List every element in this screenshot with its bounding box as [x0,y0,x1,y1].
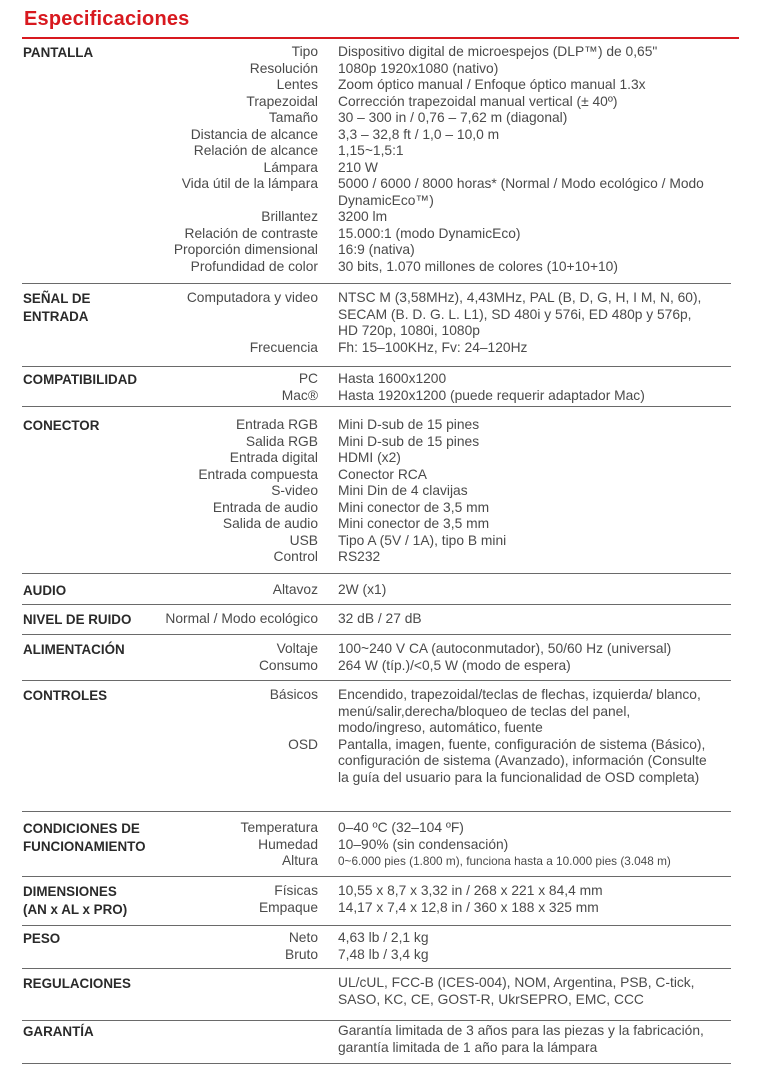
spec-label: Frecuencia [249,339,318,355]
spec-label: Computadora y video [186,290,318,305]
spec-row [22,417,731,434]
spec-row [22,160,731,177]
section-category: CONTROLES [23,688,108,703]
spec-row [22,516,731,533]
spec-value: 10,55 x 8,7 x 3,32 in / 268 x 221 x 84,4 mm [338,883,603,898]
spec-row [22,930,731,947]
spec-value: 0–40 ºC (32–104 ºF) [338,820,464,835]
spec-label: Relación de contraste [184,225,318,241]
page-title: Especificaciones [24,8,190,30]
spec-value: Mini Din de 4 clavijas [338,483,468,498]
section-category: SEÑAL DE ENTRADA [23,291,91,324]
spec-label: Entrada digital [229,450,318,465]
section-category: PANTALLA [23,45,94,60]
spec-label: Bruto [285,946,318,962]
spec-value: Mini conector de 3,5 mm [338,516,490,531]
spec-row [22,687,731,737]
spec-row [22,127,731,144]
spec-row [22,242,731,259]
spec-row [22,450,731,467]
spec-row [22,94,731,111]
spec-section [22,417,731,574]
spec-row [22,467,731,484]
spec-label: USB [289,532,318,548]
spec-value: UL/cUL, FCC-B (ICES-004), NOM, Argentina, PSB, C-tick, SASO, KC, CE, GOST-R, UkrSEPRO, EMC, CCC [338,975,695,1007]
spec-value: 15.000:1 (modo DynamicEco) [338,225,521,241]
section-divider [22,573,731,574]
spec-row [22,371,731,388]
spec-label: OSD [288,736,318,752]
spec-value: 7,48 lb / 3,4 kg [338,946,429,962]
spec-label: Entrada RGB [235,417,318,432]
spec-label: Consumo [258,657,318,673]
section-divider [22,680,731,681]
spec-section [22,930,731,969]
spec-value: 2W (x1) [338,582,387,597]
spec-row [22,483,731,500]
spec-value: RS232 [338,549,381,564]
spec-label: Entrada compuesta [198,466,318,482]
spec-value: Dispositivo digital de microespejos (DLP™) de 0,65" [338,44,658,59]
spec-row [22,641,731,658]
spec-value: Zoom óptico manual / Enfoque óptico manual 1.3x [338,77,646,92]
spec-value: Mini conector de 3,5 mm [338,499,490,515]
spec-row [22,853,731,870]
section-category: CONECTOR [23,418,100,433]
section-divider [22,366,731,367]
spec-label: Profundidad de color [190,258,318,274]
spec-label: Mac® [281,387,318,403]
spec-value: 14,17 x 7,4 x 12,8 in / 360 x 188 x 325 mm [338,899,599,915]
spec-row [22,737,731,787]
section-divider [22,925,731,926]
spec-label: Salida de audio [222,516,318,531]
spec-label: Altavoz [272,582,318,597]
spec-value: Conector RCA [338,466,427,482]
section-category: REGULACIONES [23,976,131,991]
spec-value: 3200 lm [338,209,388,224]
spec-value: 10–90% (sin condensación) [338,836,509,852]
spec-value: 5000 / 6000 / 8000 horas* (Normal / Modo ecológico / Modo DynamicEco™) [338,176,704,208]
spec-row [22,900,731,917]
spec-label: PC [298,371,318,386]
spec-label: Básicos [269,687,318,702]
spec-value: 264 W (típ.)/<0,5 W (modo de espera) [338,657,571,673]
spec-section [22,975,731,1021]
spec-section [22,371,731,407]
section-divider [22,604,731,605]
spec-row [22,611,731,628]
spec-label: Entrada de audio [212,499,318,515]
spec-label: Tipo [291,44,318,59]
spec-row [22,44,731,61]
spec-row [22,500,731,517]
spec-row [22,340,731,357]
spec-label: Lentes [276,77,318,92]
spec-value: Corrección trapezoidal manual vertical (± 40º) [338,93,618,109]
spec-label: Resolución [249,60,318,76]
spec-row [22,259,731,276]
spec-label: Trapezoidal [246,93,318,109]
section-divider [22,1063,731,1064]
spec-value: 1080p 1920x1080 (nativo) [338,60,499,76]
spec-row [22,549,731,566]
spec-value: Garantía limitada de 3 años para las piezas y la fabricación, garantía limitada de 1 año para la lámpara [338,1023,704,1055]
spec-row [22,77,731,94]
section-divider [22,1020,731,1021]
spec-row [22,947,731,964]
spec-label: Neto [288,930,318,945]
title-divider [22,37,739,39]
section-divider [22,634,731,635]
spec-value: Fh: 15–100KHz, Fv: 24–120Hz [338,339,528,355]
section-category: CONDICIONES DE FUNCIONAMIENTO [23,821,146,854]
spec-value: 0~6.000 pies (1.800 m), funciona hasta a 10.000 pies (3.048 m) [338,854,671,868]
spec-value: 100~240 V CA (autoconmutador), 50/60 Hz (universal) [338,641,672,656]
spec-label: Lámpara [263,159,318,175]
spec-value: 30 – 300 in / 0,76 – 7,62 m (diagonal) [338,110,568,125]
section-category: COMPATIBILIDAD [23,372,138,387]
spec-value: 4,63 lb / 2,1 kg [338,930,429,945]
spec-row [22,533,731,550]
spec-label: Brillantez [261,209,318,224]
spec-value: 210 W [338,159,378,175]
spec-section [22,687,731,812]
section-divider [22,968,731,969]
spec-row [22,582,731,599]
spec-label: Relación de alcance [193,143,318,158]
section-category: AUDIO [23,583,67,598]
spec-label: Salida RGB [245,433,318,449]
section-category: GARANTÍA [23,1024,94,1039]
spec-label: S-video [271,483,318,498]
spec-value: 1,15~1,5:1 [338,143,404,158]
spec-value: 16:9 (nativa) [338,242,415,257]
spec-section [22,641,731,681]
section-divider [22,876,731,877]
spec-section [22,820,731,877]
spec-row [22,434,731,451]
spec-value: Mini D-sub de 15 pines [338,417,480,432]
section-category: DIMENSIONES (AN x AL x PRO) [23,884,128,917]
spec-row [22,226,731,243]
section-divider [22,406,731,407]
section-divider [22,811,731,812]
spec-row [22,1023,731,1056]
spec-row [22,143,731,160]
spec-row [22,837,731,854]
spec-value: Hasta 1920x1200 (puede requerir adaptador Mac) [338,387,645,403]
spec-section [22,611,731,635]
section-category: ALIMENTACIÓN [23,642,125,657]
spec-row [22,883,731,900]
spec-section [22,883,731,926]
spec-label: Voltaje [276,641,318,656]
spec-section [22,1023,731,1064]
spec-row [22,658,731,675]
spec-row [22,975,731,1008]
spec-value: 32 dB / 27 dB [338,611,422,626]
spec-value: HDMI (x2) [338,450,401,465]
spec-value: Pantalla, imagen, fuente, configuración de sistema (Básico), configuración de sistema (Avanzado), información (Consulte la guía del usuario para la funcionalidad de OSD completa) [338,736,707,785]
spec-row [22,110,731,127]
spec-label: Normal / Modo ecológico [165,611,318,626]
section-category: PESO [23,931,61,946]
spec-section [22,44,731,284]
spec-row [22,176,731,209]
spec-value: 3,3 – 32,8 ft / 1,0 – 10,0 m [338,126,500,142]
spec-value: Encendido, trapezoidal/teclas de flechas, izquierda/ blanco, menú/salir,derecha/bloqueo de teclas del panel, modo/ingreso, automático, fuente [338,687,701,735]
spec-value: Tipo A (5V / 1A), tipo B mini [338,532,507,548]
spec-label: Tamaño [268,110,318,125]
spec-label: Vida útil de la lámpara [181,176,318,191]
spec-label: Altura [281,853,318,868]
spec-value: Hasta 1600x1200 [338,371,447,386]
spec-value: 30 bits, 1.070 millones de colores (10+10+10) [338,258,618,274]
spec-label: Físicas [274,883,318,898]
spec-section [22,582,731,605]
spec-value: Mini D-sub de 15 pines [338,433,480,449]
spec-section [22,290,731,367]
spec-label: Humedad [258,836,318,852]
spec-row [22,388,731,405]
spec-row [22,209,731,226]
section-divider [22,283,731,284]
spec-row [22,820,731,837]
spec-label: Control [273,549,318,564]
spec-value: NTSC M (3,58MHz), 4,43MHz, PAL (B, D, G, H, I M, N, 60), SECAM (B. D. G. L. L1), SD 480i y 576i, ED 480p y 576p, HD 720p, 1080i, 1080p [338,290,702,338]
spec-label: Empaque [258,899,318,915]
spec-label: Distancia de alcance [190,126,318,142]
spec-label: Temperatura [240,820,318,835]
spec-row [22,61,731,78]
spec-label: Proporción dimensional [173,242,318,257]
section-category: NIVEL DE RUIDO [23,612,132,627]
spec-row [22,290,731,340]
